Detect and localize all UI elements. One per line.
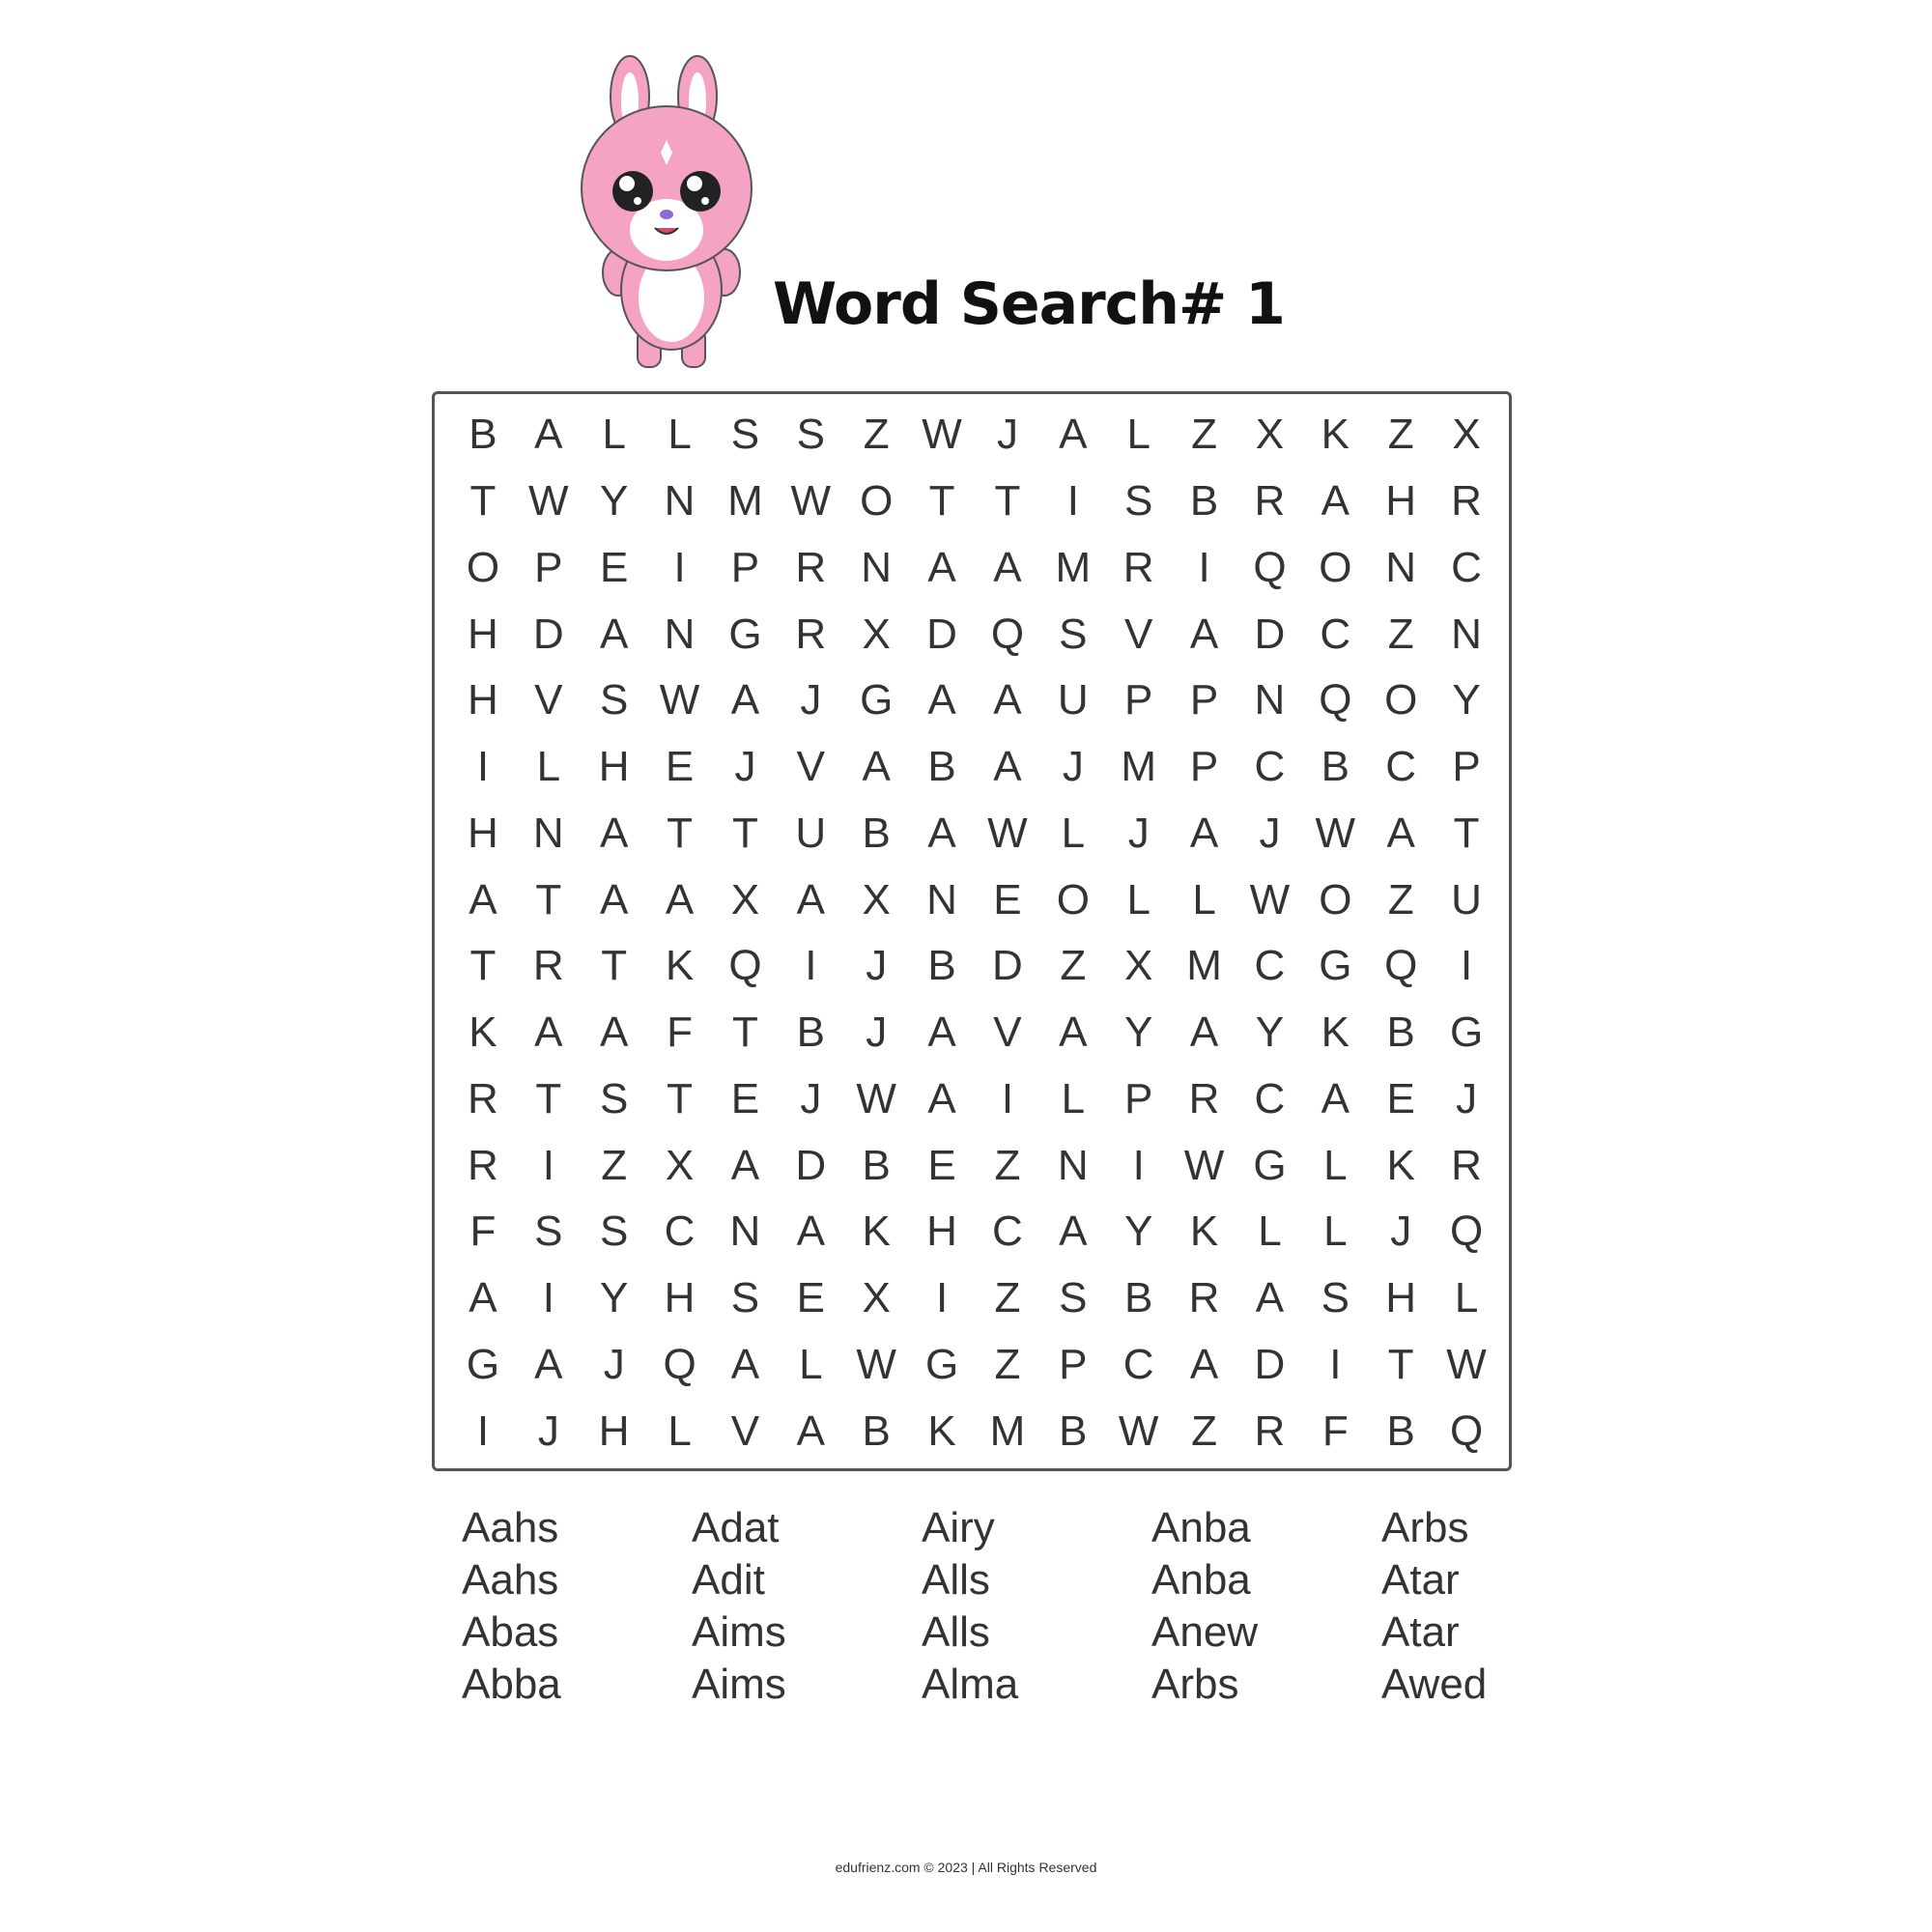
grid-letter[interactable]: T [535, 875, 562, 923]
grid-letter[interactable]: R [795, 610, 827, 658]
grid-letter[interactable]: B [1386, 1009, 1415, 1057]
grid-letter[interactable]: V [1124, 610, 1153, 658]
grid-letter[interactable]: A [534, 411, 563, 459]
grid-letter[interactable]: T [731, 809, 758, 857]
grid-letter[interactable]: R [795, 543, 827, 591]
word-list-item: Aims [692, 1608, 786, 1656]
grid-letter[interactable]: I [542, 1274, 554, 1322]
grid-letter[interactable]: J [800, 676, 822, 724]
grid-letter[interactable]: B [1124, 1274, 1153, 1322]
grid-letter[interactable]: R [1188, 1274, 1220, 1322]
grid-letter[interactable]: I [542, 1141, 554, 1189]
grid-letter[interactable]: Y [1124, 1208, 1153, 1256]
grid-letter[interactable]: A [1189, 809, 1219, 857]
grid-letter[interactable]: Q [1449, 1208, 1484, 1256]
grid-letter[interactable]: X [862, 875, 891, 923]
grid-letter[interactable]: N [1057, 1141, 1089, 1189]
grid-letter[interactable]: S [730, 1274, 760, 1322]
grid-letter[interactable]: A [796, 1208, 825, 1256]
grid-letter[interactable]: Q [1319, 676, 1352, 724]
grid-letter[interactable]: Q [1253, 543, 1287, 591]
grid-letter[interactable]: S [1321, 1274, 1350, 1322]
grid-letter[interactable]: M [1121, 743, 1157, 791]
grid-letter[interactable]: R [1451, 477, 1482, 526]
grid-letter[interactable]: A [600, 809, 629, 857]
grid-letter[interactable]: L [536, 743, 561, 791]
grid-letter[interactable]: W [1249, 875, 1291, 923]
grid-letter[interactable]: A [993, 543, 1022, 591]
grid-letter[interactable]: J [1390, 1208, 1412, 1256]
grid-letter[interactable]: P [534, 543, 563, 591]
grid-letter[interactable]: A [1189, 610, 1219, 658]
word-list-item: Alls [922, 1556, 990, 1604]
grid-letter[interactable]: X [1124, 942, 1153, 990]
grid-letter[interactable]: Q [1449, 1406, 1484, 1455]
grid-letter[interactable]: Q [663, 1340, 696, 1388]
grid-letter[interactable]: W [856, 1074, 896, 1122]
word-list-item: Anba [1151, 1504, 1251, 1551]
grid-letter[interactable]: X [1452, 411, 1481, 459]
grid-letter[interactable]: Z [1060, 942, 1087, 990]
bunny-mascot-illustration [580, 48, 763, 377]
grid-letter[interactable]: A [1059, 1009, 1088, 1057]
word-list-item: Aahs [462, 1556, 559, 1604]
grid-letter[interactable]: E [600, 543, 629, 591]
grid-letter[interactable]: S [600, 1208, 629, 1256]
word-list-item: Arbs [1151, 1661, 1239, 1708]
grid-letter[interactable]: L [1323, 1141, 1348, 1189]
grid-letter[interactable]: O [1319, 875, 1352, 923]
page-title: Word Search# 1 [773, 270, 1285, 338]
grid-letter[interactable]: W [987, 809, 1028, 857]
grid-letter[interactable]: E [730, 1074, 760, 1122]
grid-letter[interactable]: C [1451, 543, 1482, 591]
grid-letter[interactable]: A [1386, 809, 1415, 857]
grid-letter[interactable]: A [1059, 1208, 1088, 1256]
grid-letter[interactable]: L [602, 411, 626, 459]
word-list-item: Aims [692, 1661, 786, 1708]
grid-letter[interactable]: B [1189, 477, 1219, 526]
grid-letter[interactable]: L [668, 411, 692, 459]
grid-letter[interactable]: A [1255, 1274, 1285, 1322]
grid-letter[interactable]: T [1453, 809, 1480, 857]
grid-letter[interactable]: Z [1191, 1406, 1217, 1455]
grid-letter[interactable]: H [468, 809, 498, 857]
grid-letter[interactable]: A [796, 1406, 825, 1455]
grid-letter[interactable]: R [1451, 1141, 1482, 1189]
grid-letter[interactable]: C [664, 1208, 696, 1256]
grid-letter[interactable]: L [1126, 875, 1151, 923]
grid-letter[interactable]: Z [994, 1141, 1021, 1189]
grid-letter[interactable]: N [926, 875, 957, 923]
grid-letter[interactable]: M [989, 1406, 1026, 1455]
grid-letter[interactable]: K [927, 1406, 956, 1455]
grid-letter[interactable]: Z [1387, 610, 1414, 658]
grid-letter[interactable]: U [1451, 875, 1482, 923]
grid-letter[interactable]: G [860, 676, 894, 724]
grid-letter[interactable]: C [1122, 1340, 1154, 1388]
grid-letter[interactable]: Y [600, 477, 629, 526]
grid-letter[interactable]: S [796, 411, 825, 459]
grid-letter[interactable]: N [729, 1208, 761, 1256]
grid-letter[interactable]: N [664, 610, 696, 658]
grid-letter[interactable]: M [1055, 543, 1092, 591]
grid-letter[interactable]: Z [994, 1340, 1021, 1388]
grid-letter[interactable]: T [469, 942, 497, 990]
grid-letter[interactable]: L [1323, 1208, 1348, 1256]
grid-letter[interactable]: T [1387, 1340, 1414, 1388]
grid-letter[interactable]: S [600, 1074, 629, 1122]
grid-letter[interactable]: I [1198, 543, 1210, 591]
grid-letter[interactable]: R [532, 942, 564, 990]
grid-letter[interactable]: T [928, 477, 955, 526]
grid-letter[interactable]: W [659, 676, 700, 724]
word-list-item: Alma [922, 1661, 1019, 1708]
grid-letter[interactable]: H [664, 1274, 696, 1322]
grid-letter[interactable]: R [1188, 1074, 1220, 1122]
grid-letter[interactable]: P [730, 543, 760, 591]
grid-letter[interactable]: B [927, 743, 956, 791]
grid-letter[interactable]: N [532, 809, 564, 857]
grid-letter[interactable]: E [665, 743, 695, 791]
grid-letter[interactable]: T [667, 1074, 693, 1122]
grid-letter[interactable]: I [1132, 1141, 1145, 1189]
grid-letter[interactable]: A [730, 1340, 760, 1388]
word-search-grid [432, 391, 1512, 1471]
grid-letter[interactable]: E [796, 1274, 825, 1322]
grid-letter[interactable]: Q [728, 942, 762, 990]
grid-letter[interactable]: T [731, 1009, 758, 1057]
grid-letter[interactable]: A [469, 1274, 497, 1322]
grid-letter[interactable]: D [1254, 610, 1286, 658]
grid-letter[interactable]: L [1061, 809, 1086, 857]
grid-letter[interactable]: H [1385, 1274, 1417, 1322]
word-list-item: Awed [1381, 1661, 1488, 1708]
word-list-item: Airy [922, 1504, 995, 1551]
grid-letter[interactable]: X [1255, 411, 1285, 459]
grid-letter[interactable]: K [1321, 411, 1350, 459]
grid-letter[interactable]: V [993, 1009, 1022, 1057]
word-list-item: Arbs [1381, 1504, 1469, 1551]
grid-letter[interactable]: Y [1255, 1009, 1285, 1057]
grid-letter[interactable]: W [1118, 1406, 1159, 1455]
grid-letter[interactable]: J [1259, 809, 1281, 857]
grid-letter[interactable]: R [1254, 1406, 1286, 1455]
grid-letter[interactable]: C [1385, 743, 1417, 791]
grid-letter[interactable]: A [927, 1074, 956, 1122]
grid-letter[interactable]: A [927, 676, 956, 724]
grid-letter[interactable]: Z [1387, 411, 1414, 459]
word-list-item: Abas [462, 1608, 559, 1656]
grid-letter[interactable]: O [1384, 676, 1418, 724]
grid-letter[interactable]: N [1254, 676, 1286, 724]
grid-letter[interactable]: A [730, 1141, 760, 1189]
grid-letter[interactable]: A [600, 875, 629, 923]
grid-letter[interactable]: P [1189, 743, 1219, 791]
grid-letter[interactable]: J [537, 1406, 559, 1455]
grid-letter[interactable]: L [799, 1340, 823, 1388]
grid-letter[interactable]: A [1059, 411, 1088, 459]
grid-letter[interactable]: I [1460, 942, 1473, 990]
grid-letter[interactable]: Z [863, 411, 890, 459]
grid-letter[interactable]: I [476, 1406, 490, 1455]
grid-letter[interactable]: D [992, 942, 1023, 990]
grid-letter[interactable]: I [1329, 1340, 1342, 1388]
grid-letter[interactable]: A [927, 543, 956, 591]
grid-letter[interactable]: Z [994, 1274, 1021, 1322]
grid-letter[interactable]: W [790, 477, 832, 526]
grid-letter[interactable]: A [1189, 1340, 1219, 1388]
grid-letter[interactable]: A [534, 1340, 563, 1388]
grid-letter[interactable]: C [992, 1208, 1023, 1256]
grid-letter[interactable]: W [528, 477, 569, 526]
grid-letter[interactable]: I [935, 1274, 949, 1322]
grid-letter[interactable]: S [1059, 610, 1088, 658]
grid-letter[interactable]: W [1183, 1141, 1225, 1189]
grid-letter[interactable]: G [728, 610, 762, 658]
grid-letter[interactable]: G [466, 1340, 500, 1388]
grid-letter[interactable]: L [668, 1406, 692, 1455]
grid-letter[interactable]: T [994, 477, 1021, 526]
grid-letter[interactable]: K [1321, 1009, 1350, 1057]
grid-letter[interactable]: A [927, 1009, 956, 1057]
grid-letter[interactable]: S [1059, 1274, 1088, 1322]
letter-grid [450, 402, 1499, 1464]
copyright-footer: edufrienz.com © 2023 | All Rights Reserved [835, 1860, 1097, 1875]
grid-letter[interactable]: K [665, 942, 695, 990]
grid-letter[interactable]: C [1254, 942, 1286, 990]
grid-letter[interactable]: A [600, 1009, 629, 1057]
grid-letter[interactable]: B [862, 1141, 891, 1189]
grid-letter[interactable]: C [1254, 743, 1286, 791]
grid-letter[interactable]: F [469, 1208, 497, 1256]
grid-letter[interactable]: Z [1387, 875, 1414, 923]
grid-letter[interactable]: T [667, 809, 693, 857]
grid-letter[interactable]: O [860, 477, 894, 526]
grid-letter[interactable]: G [1253, 1141, 1287, 1189]
grid-letter[interactable]: H [598, 743, 630, 791]
grid-letter[interactable]: Z [1191, 411, 1217, 459]
grid-letter[interactable]: L [1258, 1208, 1282, 1256]
grid-letter[interactable]: R [468, 1141, 498, 1189]
word-list-item: Atar [1381, 1608, 1460, 1656]
grid-letter[interactable]: L [1061, 1074, 1086, 1122]
grid-letter[interactable]: N [1451, 610, 1482, 658]
grid-letter[interactable]: P [1124, 676, 1153, 724]
word-list-item: Anba [1151, 1556, 1251, 1604]
grid-letter[interactable]: A [1189, 1009, 1219, 1057]
grid-letter[interactable]: E [927, 1141, 956, 1189]
grid-letter[interactable]: A [665, 875, 695, 923]
grid-letter[interactable]: Y [600, 1274, 629, 1322]
grid-letter[interactable]: R [468, 1074, 498, 1122]
grid-letter[interactable]: A [1321, 1074, 1350, 1122]
grid-letter[interactable]: O [466, 543, 500, 591]
grid-letter[interactable]: F [667, 1009, 693, 1057]
grid-letter[interactable]: T [601, 942, 628, 990]
grid-letter[interactable]: H [598, 1406, 630, 1455]
grid-letter[interactable]: S [1124, 477, 1153, 526]
grid-letter[interactable]: A [796, 875, 825, 923]
grid-letter[interactable]: S [730, 411, 760, 459]
grid-letter[interactable]: Q [1384, 942, 1418, 990]
grid-letter[interactable]: D [1254, 1340, 1286, 1388]
grid-letter[interactable]: A [469, 875, 497, 923]
grid-letter[interactable]: J [866, 1009, 888, 1057]
grid-letter[interactable]: A [534, 1009, 563, 1057]
grid-letter[interactable]: B [1321, 743, 1350, 791]
grid-letter[interactable]: A [862, 743, 891, 791]
grid-letter[interactable]: W [922, 411, 962, 459]
grid-letter[interactable]: W [1315, 809, 1356, 857]
grid-letter[interactable]: H [926, 1208, 957, 1256]
grid-letter[interactable]: H [468, 676, 498, 724]
grid-letter[interactable]: J [800, 1074, 822, 1122]
grid-letter[interactable]: A [730, 676, 760, 724]
grid-letter[interactable]: J [734, 743, 756, 791]
grid-letter[interactable]: E [1386, 1074, 1415, 1122]
grid-letter[interactable]: B [862, 809, 891, 857]
grid-letter[interactable]: P [1124, 1074, 1153, 1122]
grid-letter[interactable]: F [1321, 1406, 1349, 1455]
grid-letter[interactable]: Y [1452, 676, 1481, 724]
grid-letter[interactable]: U [795, 809, 827, 857]
grid-letter[interactable]: K [1189, 1208, 1219, 1256]
grid-letter[interactable]: K [1386, 1141, 1415, 1189]
word-list-item: Aahs [462, 1504, 559, 1551]
grid-letter[interactable]: J [1062, 743, 1084, 791]
grid-letter[interactable]: H [468, 610, 498, 658]
grid-letter[interactable]: D [532, 610, 564, 658]
grid-letter[interactable]: J [1456, 1074, 1478, 1122]
grid-letter[interactable]: T [535, 1074, 562, 1122]
grid-letter[interactable]: U [1057, 676, 1089, 724]
grid-letter[interactable]: P [1189, 676, 1219, 724]
grid-letter[interactable]: B [927, 942, 956, 990]
grid-letter[interactable]: T [469, 477, 497, 526]
grid-letter[interactable]: X [665, 1141, 695, 1189]
grid-letter[interactable]: D [926, 610, 957, 658]
grid-letter[interactable]: O [1056, 875, 1090, 923]
word-list-item: Atar [1381, 1556, 1460, 1604]
grid-letter[interactable]: A [927, 809, 956, 857]
grid-letter[interactable]: N [664, 477, 696, 526]
grid-letter[interactable]: I [673, 543, 686, 591]
grid-letter[interactable]: M [1186, 942, 1222, 990]
word-list-item: Adat [692, 1504, 780, 1551]
grid-letter[interactable]: L [1454, 1274, 1479, 1322]
grid-letter[interactable]: I [805, 942, 817, 990]
grid-letter[interactable]: A [993, 676, 1022, 724]
grid-letter[interactable]: B [796, 1009, 825, 1057]
grid-letter[interactable]: A [993, 743, 1022, 791]
grid-letter[interactable]: I [1001, 1074, 1014, 1122]
grid-letter[interactable]: P [1452, 743, 1481, 791]
grid-letter[interactable]: B [1059, 1406, 1088, 1455]
word-list-item: Abba [462, 1661, 561, 1708]
grid-letter[interactable]: M [727, 477, 763, 526]
grid-letter[interactable]: J [996, 411, 1018, 459]
grid-letter[interactable]: C [1320, 610, 1351, 658]
grid-letter[interactable]: P [1059, 1340, 1088, 1388]
grid-letter[interactable]: W [1446, 1340, 1487, 1388]
grid-letter[interactable]: K [469, 1009, 497, 1057]
grid-letter[interactable]: J [603, 1340, 625, 1388]
grid-letter[interactable]: X [862, 610, 891, 658]
word-list [462, 1502, 1524, 1734]
grid-letter[interactable]: V [796, 743, 825, 791]
grid-letter[interactable]: N [861, 543, 893, 591]
grid-letter[interactable]: V [534, 676, 563, 724]
word-list-item: Alls [922, 1608, 990, 1656]
grid-letter[interactable]: Q [990, 610, 1025, 658]
grid-letter[interactable]: I [476, 743, 490, 791]
grid-letter[interactable]: Z [601, 1141, 628, 1189]
grid-letter[interactable]: C [1254, 1074, 1286, 1122]
grid-letter[interactable]: X [730, 875, 760, 923]
grid-letter[interactable]: N [1385, 543, 1417, 591]
grid-letter[interactable]: S [600, 676, 629, 724]
grid-letter[interactable]: H [1385, 477, 1417, 526]
grid-letter[interactable]: L [1126, 411, 1151, 459]
grid-letter[interactable]: R [1122, 543, 1154, 591]
grid-letter[interactable]: I [1066, 477, 1079, 526]
grid-letter[interactable]: G [1449, 1009, 1484, 1057]
grid-letter[interactable]: B [1386, 1406, 1415, 1455]
grid-letter[interactable]: Y [1124, 1009, 1153, 1057]
grid-letter[interactable]: X [862, 1274, 891, 1322]
grid-letter[interactable]: G [1319, 942, 1352, 990]
grid-letter[interactable]: E [993, 875, 1022, 923]
grid-letter[interactable]: G [924, 1340, 959, 1388]
grid-letter[interactable]: S [534, 1208, 563, 1256]
grid-letter[interactable]: W [856, 1340, 896, 1388]
grid-letter[interactable]: B [862, 1406, 891, 1455]
grid-letter[interactable]: J [1127, 809, 1150, 857]
grid-letter[interactable]: V [730, 1406, 760, 1455]
grid-letter[interactable]: B [469, 411, 497, 459]
word-list-item: Adit [692, 1556, 765, 1604]
grid-letter[interactable]: A [1321, 477, 1350, 526]
grid-letter[interactable]: K [862, 1208, 891, 1256]
grid-letter[interactable]: O [1319, 543, 1352, 591]
grid-letter[interactable]: R [1254, 477, 1286, 526]
grid-letter[interactable]: L [1192, 875, 1216, 923]
grid-letter[interactable]: D [795, 1141, 827, 1189]
grid-letter[interactable]: J [866, 942, 888, 990]
word-list-item: Anew [1151, 1608, 1259, 1656]
grid-letter[interactable]: A [600, 610, 629, 658]
